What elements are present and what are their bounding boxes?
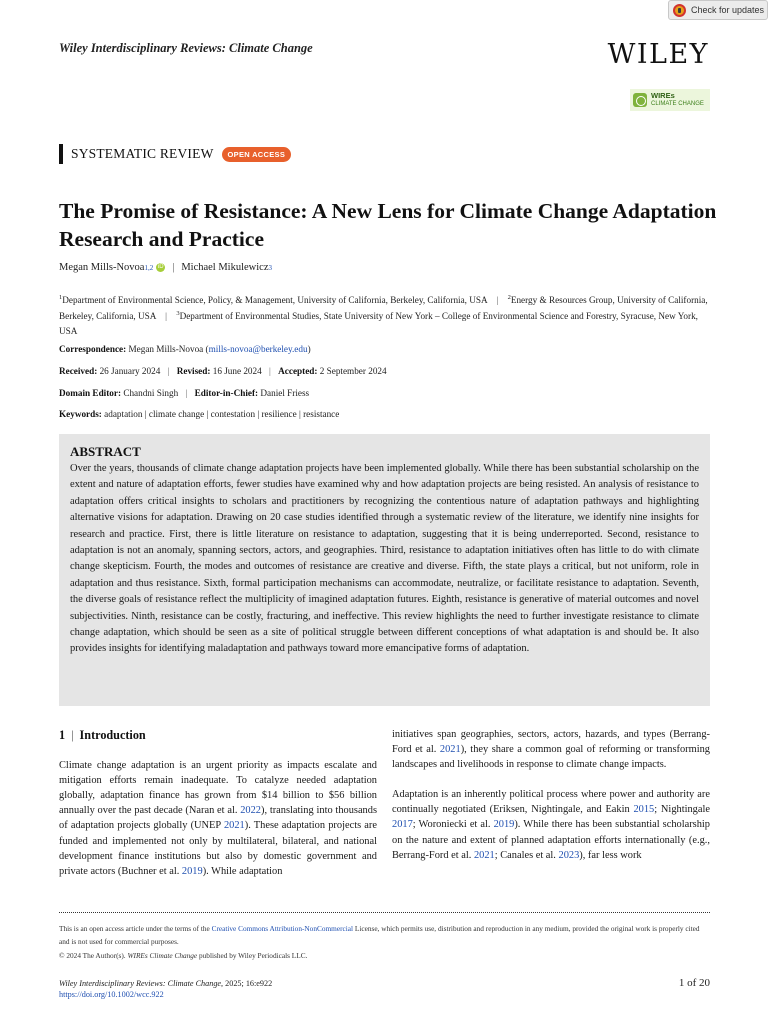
citation-journal: Wiley Interdisciplinary Reviews: Climate Change (59, 979, 222, 988)
wires-logo (630, 89, 710, 111)
citation-volume: , 2025; 16:e922 (221, 979, 273, 988)
paragraph-text: ). While there has been substantial scholarship on the nature and extent of planned adaptation efforts internationally (e.g., Berrang-Ford et al. (392, 819, 710, 861)
correspondence-line (59, 344, 311, 354)
paragraph-text: ; Nightingale (654, 804, 710, 816)
revised-date: 16 June 2024 (212, 366, 262, 376)
keywords-list: adaptation | climate change | contestation | resilience | resistance (104, 409, 340, 419)
doi-link[interactable]: https://doi.org/10.1002/wcc.922 (59, 990, 164, 999)
paragraph-text: ). These adaptation projects are funded and implemented not only by multilateral, bilateral, and national development finance institutions but also by domestic government and private actors (Buchner et al. (59, 820, 377, 877)
paragraph-text: ), translating into thousands of adaptation projects globally (UNEP (59, 805, 377, 832)
editor-in-chief-name: Daniel Friess (260, 388, 310, 398)
section-title: Introduction (79, 728, 146, 742)
license-text: License, which permits use, distribution and reproduction in any medium, provided the original work is properly cited and is not used for commercial purposes. (59, 924, 700, 946)
author-name[interactable]: Michael Mikulewicz (181, 262, 269, 273)
paragraph-text: Climate change adaptation is an urgent priority as impacts escalate and mitigation efforts remain inadequate. To catalyze needed adaptation globally, adaptation finance has grown from $14 billion to $56 billion annually over the past decade (Naran et al. (59, 760, 377, 817)
citation-link[interactable]: 2019 (181, 865, 203, 877)
orcid-icon[interactable]: iD (157, 264, 164, 270)
body-paragraph (392, 727, 710, 772)
paragraph-text: ; Woroniecki et al. (412, 819, 494, 831)
domain-editor-name: Chandni Singh (123, 388, 179, 398)
author-affiliation-ref[interactable]: 3 (268, 263, 272, 272)
journal-name: Wiley Interdisciplinary Reviews: Climate Change (59, 41, 313, 55)
abstract-text: Over the years, thousands of climate change adaptation projects have been implemented globally. While there has been substantial scholarship on the extent and nature of adaptation efforts, fewer studies have examined why and how adaptation projects are being resisted. An analysis of resistance to adaptation offers critical insights to scholars and practitioners by recognizing the contentious nature of adaptation pathways and highlighting alternative visions for adaptation. Drawing on 20 case studies identified through a systematic review of the literature, we identify nine insights for research and practice. First, there is little literature on resistance to adaptation, suggesting that it is being underreported. Second, resistance to adaptation is not an anomaly, spanning sectors, actors, and geographies. Third, resistance to adaptation initiatives often has little to do with climate change skepticism. Fourth, the modes and outcomes of resistance are creative and diverse. Fifth, the state plays a critical, but not uniform, role in adaptation and thus resistance. Sixth, formal participation mechanisms can accommodate, neutralize, or facilitate resistance to adaptation. Seventh, the diverse goals of resistance reflect the multiplicity of imagined adaptation futures. Eighth, resistance is generative of material outcomes and novel subjectivities. Ninth, resistance can be costly, fracturing, and ineffective. This review highlights the need to further investigate resistance to climate change adaptation, which should be seen as a site of political struggle between different conceptions of what adaptation is and should be. It also provides insights for identifying maladaptation and pathways toward more emancipative forms of adaptation. (70, 463, 699, 655)
affiliation-number: 1 (59, 294, 63, 301)
keywords-label: Keywords: (59, 409, 102, 419)
copyright-text: published by Wiley Periodicals LLC. (197, 951, 308, 960)
affiliation-separator: | (496, 295, 501, 306)
body-column-right (392, 727, 710, 863)
received-date: 26 January 2024 (99, 366, 161, 376)
wires-brand: WIREs (651, 91, 675, 100)
author-name[interactable]: Megan Mills-Novoa (59, 262, 145, 273)
domain-editor-label: Domain Editor: (59, 388, 122, 398)
author-list (59, 262, 272, 273)
abstract-heading: ABSTRACT (70, 444, 141, 459)
check-for-updates-label: Check for updates (691, 5, 765, 15)
wires-logo-text (651, 92, 704, 108)
section-heading (59, 728, 377, 743)
correspondence-name: Megan Mills-Novoa ( (128, 344, 209, 354)
citation-link[interactable]: 2021 (223, 820, 245, 832)
wires-subtitle: CLIMATE CHANGE (651, 101, 704, 107)
received-label: Received: (59, 366, 98, 376)
paragraph-text: Adaptation is an inherently political process where power and authority are continually negotiated (Eriksen, Nightingale, and Eakin (392, 789, 710, 816)
wires-globe-icon (633, 93, 647, 107)
correspondence-close: ) (307, 344, 311, 354)
paragraph-gap (392, 772, 710, 787)
revised-label: Revised: (176, 366, 211, 376)
affiliation-number: 3 (176, 310, 180, 318)
license-notice (59, 922, 710, 948)
paragraph-text: ). While adaptation (202, 865, 283, 877)
citation-link[interactable]: 2023 (558, 849, 580, 861)
copyright-journal: WIREs Climate Change (127, 951, 198, 960)
editor-in-chief-label: Editor-in-Chief: (194, 388, 259, 398)
editors-line (59, 388, 309, 398)
copyright-notice (59, 951, 307, 960)
correspondence-email-link[interactable]: mills-novoa@berkeley.edu (208, 344, 308, 354)
paragraph-text: ), they share a common goal of reforming or transforming landscapes and livelihoods in response to climate change impacts. (392, 744, 710, 771)
body-paragraph (392, 787, 710, 862)
affiliation: Department of Environmental Science, Policy, & Management, University of California, Berkeley, California, USA (62, 295, 488, 306)
author-separator: | (172, 262, 175, 273)
article-title: The Promise of Resistance: A New Lens for Climate Change Adaptation Research and Practice (59, 199, 717, 251)
section-separator: | (71, 728, 74, 742)
citation-link[interactable]: 2017 (392, 819, 413, 831)
date-separator: | (167, 366, 170, 376)
author-affiliation-ref[interactable]: 1,2 (144, 263, 154, 272)
affiliation-separator: | (165, 311, 170, 322)
affiliation: Energy & Resources Group, University of California, Berkeley, California, USA (59, 295, 708, 322)
affiliations (59, 291, 709, 338)
copyright-text: © 2024 The Author(s). (59, 951, 128, 960)
date-separator: | (269, 366, 271, 376)
citation-link[interactable]: 2019 (493, 819, 515, 831)
publisher-logo: WILEY (607, 39, 709, 70)
keywords-line (59, 409, 339, 419)
citation-link[interactable]: 2021 (439, 744, 461, 756)
body-column-left (59, 727, 377, 879)
accepted-date: 2 September 2024 (319, 366, 387, 376)
article-type-row (59, 144, 291, 164)
page-number: 1 of 20 (678, 977, 710, 989)
accepted-label: Accepted: (278, 366, 318, 376)
footer-divider (59, 912, 710, 913)
open-access-badge[interactable]: OPEN ACCESS (222, 147, 292, 162)
affiliation-number: 2 (507, 294, 511, 301)
article-type: SYSTEMATIC REVIEW (71, 146, 214, 161)
correspondence-label: Correspondence: (59, 344, 127, 354)
citation-link[interactable]: 2015 (633, 804, 655, 816)
body-paragraph (59, 758, 377, 879)
dates-line (59, 366, 387, 376)
paragraph-text: ; Canales et al. (494, 849, 559, 861)
editor-separator: | (185, 388, 188, 398)
check-for-updates-button[interactable] (668, 0, 768, 20)
citation-link[interactable]: 2022 (240, 805, 261, 817)
affiliation: Department of Environmental Studies, State University of New York – College of Environmental Science and Forestry, Syracuse, New York, USA (59, 311, 698, 336)
paragraph-text: initiatives span geographies, sectors, actors, hazards, and types (Berrang-Ford et al. (392, 729, 710, 756)
footer-citation (59, 978, 272, 1000)
license-link[interactable]: Creative Commons Attribution-NonCommercial (211, 924, 354, 933)
paragraph-text: ), far less work (579, 849, 642, 861)
abstract-box (59, 434, 710, 706)
citation-link[interactable]: 2021 (473, 849, 495, 861)
crossmark-icon (673, 4, 686, 17)
license-text: This is an open access article under the terms of the (59, 924, 212, 933)
section-number: 1 (59, 728, 66, 742)
